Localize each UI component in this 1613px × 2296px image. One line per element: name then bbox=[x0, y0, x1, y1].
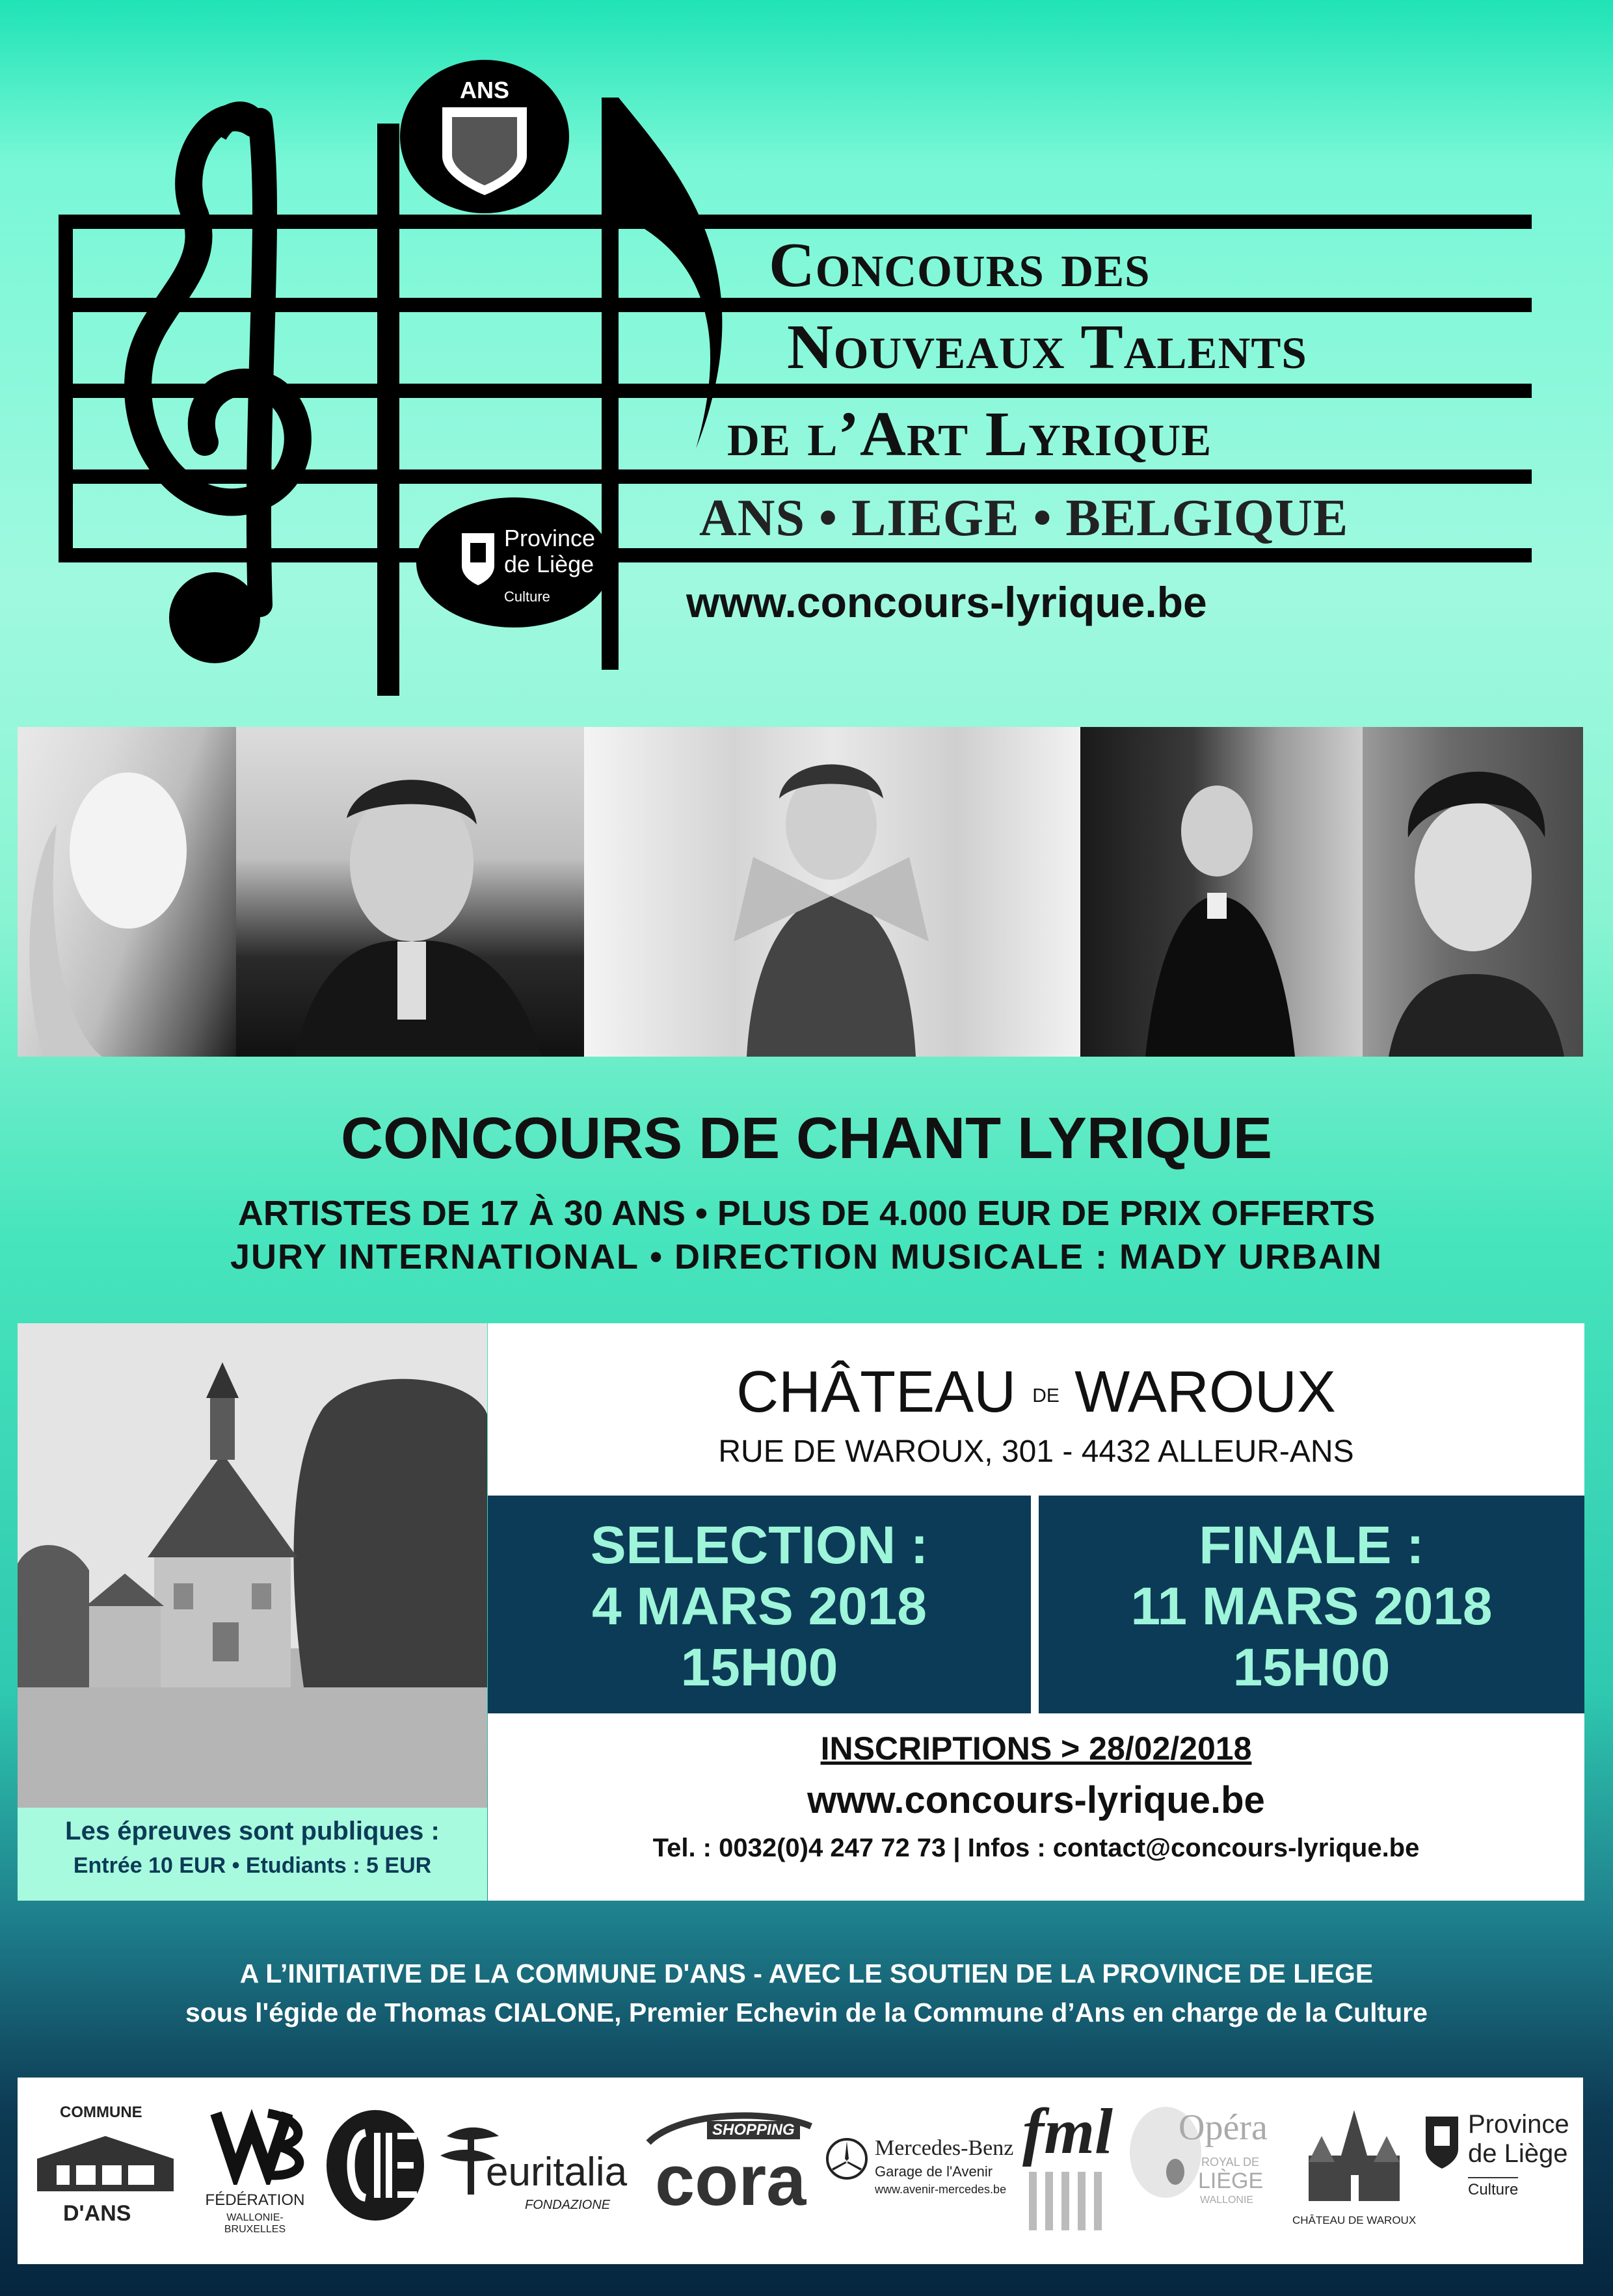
singer-photo-3 bbox=[584, 727, 1080, 1057]
chateau-de-waroux-logo bbox=[1292, 2097, 1416, 2240]
federation-label: FÉDÉRATION bbox=[205, 2191, 305, 2209]
chateau-label: CHÂTEAU DE WAROUX bbox=[1292, 2214, 1417, 2226]
opera-royal: ROYAL DE bbox=[1201, 2156, 1260, 2169]
province-logo-label-3: Culture bbox=[1468, 2177, 1518, 2199]
cile-icon bbox=[323, 2107, 427, 2224]
opera-wallonie: WALLONIE bbox=[1200, 2195, 1254, 2206]
singer-photo-5 bbox=[1363, 727, 1583, 1057]
singer-photo-4 bbox=[1080, 727, 1363, 1057]
venue-name-part-1: CHÂTEAU bbox=[736, 1360, 1017, 1425]
province-de-liege-logo bbox=[1422, 2107, 1572, 2230]
finale-label: FINALE : bbox=[1199, 1516, 1424, 1575]
province-logo-label-2: de Liège bbox=[1468, 2139, 1568, 2168]
commune-logo-bottom: D'ANS bbox=[63, 2201, 131, 2226]
cora-label: cora bbox=[655, 2141, 806, 2221]
federation-sublabel: WALLONIE-BRUXELLES bbox=[224, 2212, 286, 2235]
finale-panel bbox=[1039, 1496, 1584, 1713]
footer-line-2: sous l'égide de Thomas CIALONE, Premier Echevin de la Commune d’Ans en charge de la Culture bbox=[185, 1998, 1428, 2027]
competition-line-1: ARTISTES DE 17 À 30 ANS • PLUS DE 4.000 EUR DE PRIX OFFERTS bbox=[237, 1194, 1376, 1233]
mercedes-garage: Garage de l'Avenir bbox=[875, 2163, 993, 2180]
opera-royal-wallonie-logo bbox=[1123, 2094, 1299, 2243]
selection-date: 4 MARS 2018 bbox=[591, 1577, 927, 1636]
euritalia-label: euritalia bbox=[486, 2150, 628, 2195]
euritalia-sublabel: FONDAZIONE bbox=[525, 2198, 611, 2212]
header-website[interactable]: www.concours-lyrique.be bbox=[686, 578, 1207, 626]
registration-website[interactable]: www.concours-lyrique.be bbox=[807, 1779, 1265, 1821]
title-line-1: Concours des bbox=[769, 230, 1151, 300]
castle-photo bbox=[18, 1323, 487, 1808]
federation-wb-icon bbox=[203, 2100, 307, 2185]
mercedes-url: www.avenir-mercedes.be bbox=[875, 2183, 1007, 2196]
province-logo-line-2: de Liège bbox=[504, 551, 594, 577]
venue-address: RUE DE WAROUX, 301 - 4432 ALLEUR-ANS bbox=[718, 1434, 1354, 1469]
cora-top-label: SHOPPING bbox=[707, 2121, 800, 2139]
venue-name bbox=[488, 1359, 1584, 1426]
province-logo-label-1: Province bbox=[1468, 2110, 1569, 2139]
province-emblem-icon bbox=[459, 530, 498, 588]
commune-dans-logo bbox=[31, 2104, 180, 2234]
footer-line-1: A L’INITIATIVE DE LA COMMUNE D'ANS - AVEC LE SOUTIEN DE LA PROVINCE DE LIEGE bbox=[239, 1959, 1374, 1988]
province-logo-line-1: Province bbox=[504, 525, 596, 551]
sponsor-logo-strip bbox=[18, 2078, 1583, 2264]
title-line-2: Nouveaux Talents bbox=[787, 312, 1307, 382]
commune-logo-top: COMMUNE bbox=[60, 2104, 142, 2121]
singer-photo-1 bbox=[18, 727, 236, 1057]
public-info-box bbox=[18, 1808, 487, 1901]
title-line-3: de l’Art Lyrique bbox=[727, 399, 1212, 469]
opera-liege: LIÈGE bbox=[1198, 2169, 1264, 2193]
cile-logo bbox=[323, 2107, 427, 2224]
selection-panel bbox=[488, 1496, 1031, 1713]
public-info-line-1: Les épreuves sont publiques : bbox=[65, 1817, 440, 1845]
selection-time: 15H00 bbox=[680, 1638, 838, 1697]
competition-headline: CONCOURS DE CHANT LYRIQUE bbox=[341, 1106, 1272, 1171]
euritalia-logo bbox=[434, 2110, 642, 2240]
mercedes-label: Mercedes-Benz bbox=[875, 2136, 1014, 2160]
mercedes-benz-logo bbox=[824, 2123, 1019, 2227]
venue-name-de: DE bbox=[1032, 1385, 1060, 1407]
registration-deadline: INSCRIPTIONS > 28/02/2018 bbox=[820, 1730, 1252, 1767]
competition-line-2: JURY INTERNATIONAL • DIRECTION MUSICALE : MADY URBAIN bbox=[230, 1237, 1383, 1276]
mercedes-star-icon bbox=[824, 2136, 870, 2182]
commune-building-icon bbox=[31, 2126, 180, 2198]
finale-date: 11 MARS 2018 bbox=[1130, 1577, 1493, 1636]
ans-badge-label: ANS bbox=[459, 77, 509, 103]
fml-label: fml bbox=[1022, 2095, 1113, 2167]
venue-name-part-2: WAROUX bbox=[1074, 1360, 1336, 1425]
province-shield-icon bbox=[1422, 2113, 1461, 2172]
public-info-line-2: Entrée 10 EUR • Etudiants : 5 EUR bbox=[73, 1853, 432, 1878]
opera-label: Opéra bbox=[1179, 2107, 1268, 2148]
chateau-icon bbox=[1296, 2097, 1413, 2208]
selection-label: SELECTION : bbox=[590, 1516, 929, 1575]
singer-photo-2 bbox=[236, 727, 584, 1057]
fml-keys-icon bbox=[1022, 2172, 1120, 2230]
shopping-cora-logo bbox=[642, 2107, 818, 2237]
finale-time: 15H00 bbox=[1233, 1638, 1391, 1697]
federation-wallonie-bruxelles-logo bbox=[196, 2100, 313, 2243]
fml-logo bbox=[1019, 2094, 1123, 2243]
location-line: ANS • LIEGE • BELGIQUE bbox=[699, 490, 1349, 547]
registration-contact[interactable]: Tel. : 0032(0)4 247 72 73 | Infos : contact@concours-lyrique.be bbox=[652, 1834, 1420, 1862]
province-logo-culture: Culture bbox=[504, 588, 550, 605]
singer-photo-strip bbox=[18, 727, 1583, 1057]
